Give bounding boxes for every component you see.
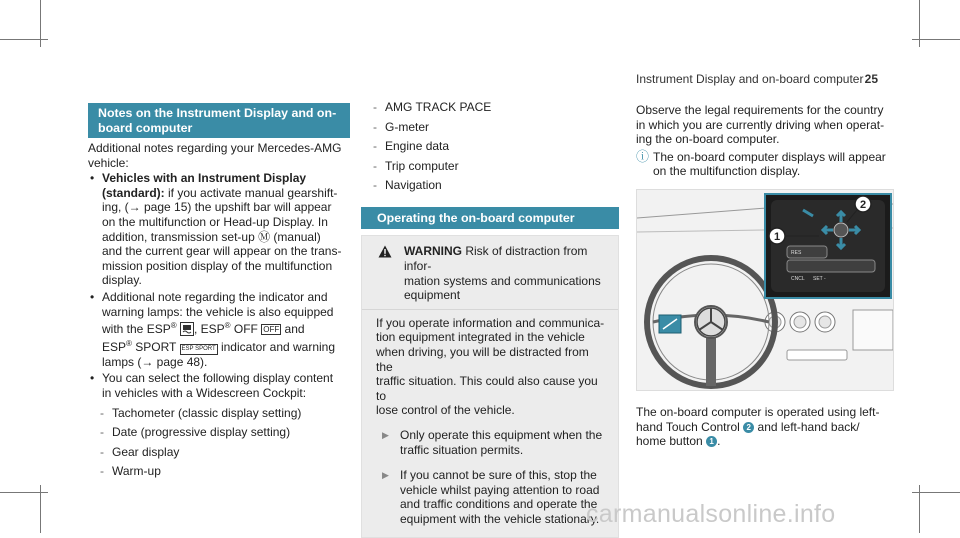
text-line: traffic situation permits. [400,442,524,457]
set-button-label: SET - [813,276,826,282]
section-heading-line: Notes on the Instrument Display and on- [98,106,337,120]
esp-car-icon [180,322,194,336]
text-line: The on-board computer displays will appear [653,149,886,164]
section-heading-text: Operating the on-board computer [377,210,575,225]
middle-column [361,100,619,538]
text-fragment: hand Touch Control [636,419,744,434]
callout-2-badge: 2 [743,422,754,433]
section-heading-notes [88,103,350,138]
callout-1-badge: 1 [706,436,717,447]
list-item [88,171,350,288]
text-line: vehicle: [88,155,129,170]
text-line: tion equipment integrated in the vehicle [376,330,585,345]
section-heading-operating [361,207,619,230]
steering-wheel-illustration [637,190,893,390]
dash-list-item: - Date (progressive display setting) [88,425,350,440]
text-line: • Additional note regarding the indicator and [102,289,328,304]
text-line [404,244,606,273]
text-line: Observe the legal requirements for the country [636,103,884,117]
text-line [102,319,350,337]
text-line: ing, (→ page 15) the upshift bar will appear [102,200,332,215]
text-fragment: home button [636,434,707,449]
warning-body [362,309,618,418]
text-line: vehicle whilst paying attention to road [400,482,600,497]
text-fragment: , ESP [193,322,225,337]
text-line: in vehicles with a Widescreen Cockpit: [102,385,307,400]
text-fragment: SPORT [131,339,180,354]
esp-off-icon [261,324,281,335]
text-fragment: with the ESP [102,322,171,337]
text-line: display. [102,273,142,288]
text-line: equipment with the vehicle stationary. [400,511,600,526]
text-line: If you operate information and communica- [376,315,605,330]
esp-off-label: OFF [263,325,280,335]
esp-sport-label: ESP SPORT [181,345,216,352]
text-fragment: Risk of distraction from infor- [404,244,588,274]
left-column [88,103,350,479]
warning-action-item [376,428,606,457]
text-line: Additional notes regarding your Mercedes-AMG [88,141,342,155]
warning-box [361,235,619,537]
res-button-label: RES [791,250,802,256]
text-fragment: indicator and warning [217,339,336,354]
intro-paragraph [88,141,350,170]
warning-action-item [376,468,606,526]
text-fragment: OFF [230,322,262,337]
crop-mark [40,485,41,533]
bullet-heading-tail: (standard): [102,185,165,200]
paragraph [636,103,894,147]
registered-mark: ® [126,338,132,348]
dash-list-item: - Trip computer [361,159,619,174]
section-heading-line: board computer [98,120,193,135]
text-line: ▶ If you cannot be sure of this, stop the [400,468,597,483]
warning-title [376,244,606,302]
steering-wheel-figure [636,189,894,391]
text-line [102,337,350,355]
dash-list-item: - Navigation [361,178,619,193]
crop-mark [919,485,920,533]
running-header [636,72,878,86]
text-line [636,434,894,449]
crop-mark [40,0,41,47]
esp-sport-icon [180,344,218,355]
text-line: ing the on-board computer. [636,132,780,147]
right-column [636,103,894,179]
text-fragment: ESP [102,339,127,354]
text-line [102,186,350,201]
text-line: equipment [404,288,461,303]
text-fragment: if you activate manual gearshift- [164,185,338,200]
warning-triangle-icon [378,245,392,262]
text-line: on the multifunction or Head-up Display. In [102,214,328,229]
callout-2-label: 2 [860,199,867,211]
dash-list-item: - Tachometer (classic display setting) [88,406,350,421]
registered-mark: ® [170,321,177,331]
warning-label: WARNING [404,244,462,259]
text-line: lamps (→ page 48). [102,354,208,369]
text-fragment: and left-hand back/ [754,419,860,434]
text-line: on the multifunction display. [653,164,801,179]
text-line: and the current gear will appear on the trans- [102,244,342,259]
text-line [636,420,894,435]
page-number: 25 [864,72,878,86]
text-line: ▶ Only operate this equipment when the [400,428,603,442]
info-note-icon: ⓘ [636,148,650,164]
text-line: in which you are currently driving when operat- [636,117,885,132]
text-line: when driving, you will be distracted from the [376,345,589,374]
text-line: warning lamps: the vehicle is also equipped [102,304,334,319]
bullet-heading: • Vehicles with an Instrument Display [102,171,307,186]
crop-mark [919,0,920,47]
watermark: carmanualsonline.info [586,500,836,528]
dash-list-item: - Gear display [88,445,350,460]
text-line: mation systems and communications [404,273,601,288]
text-line: addition, transmission set-up Ⓜ (manual) [102,229,321,244]
dash-list-item: - Engine data [361,139,619,154]
text-line: and traffic conditions and operate the [400,497,598,512]
list-item [88,290,350,369]
text-line: • You can select the following display content [102,371,334,386]
text-line: mission position display of the multifunction [102,258,333,273]
dash-list-item: - Warm-up [88,464,350,479]
dash-list-item: - G-meter [361,120,619,135]
callout-1-label: 1 [774,231,781,243]
text-line: lose control of the vehicle. [376,403,515,418]
text-fragment: and [281,322,305,337]
registered-mark: ® [224,321,231,331]
text-line: traffic situation. This could also cause you to [376,374,598,403]
dash-list-item: - AMG TRACK PACE [361,100,619,115]
text-fragment: . [717,434,721,449]
figure-caption-paragraph [636,405,894,449]
header-title: Instrument Display and on-board computer [636,72,864,86]
note [636,150,894,179]
cncl-button-label: CNCL [791,276,805,282]
list-item [88,371,350,400]
text-line: The on-board computer is operated using left- [636,405,880,419]
